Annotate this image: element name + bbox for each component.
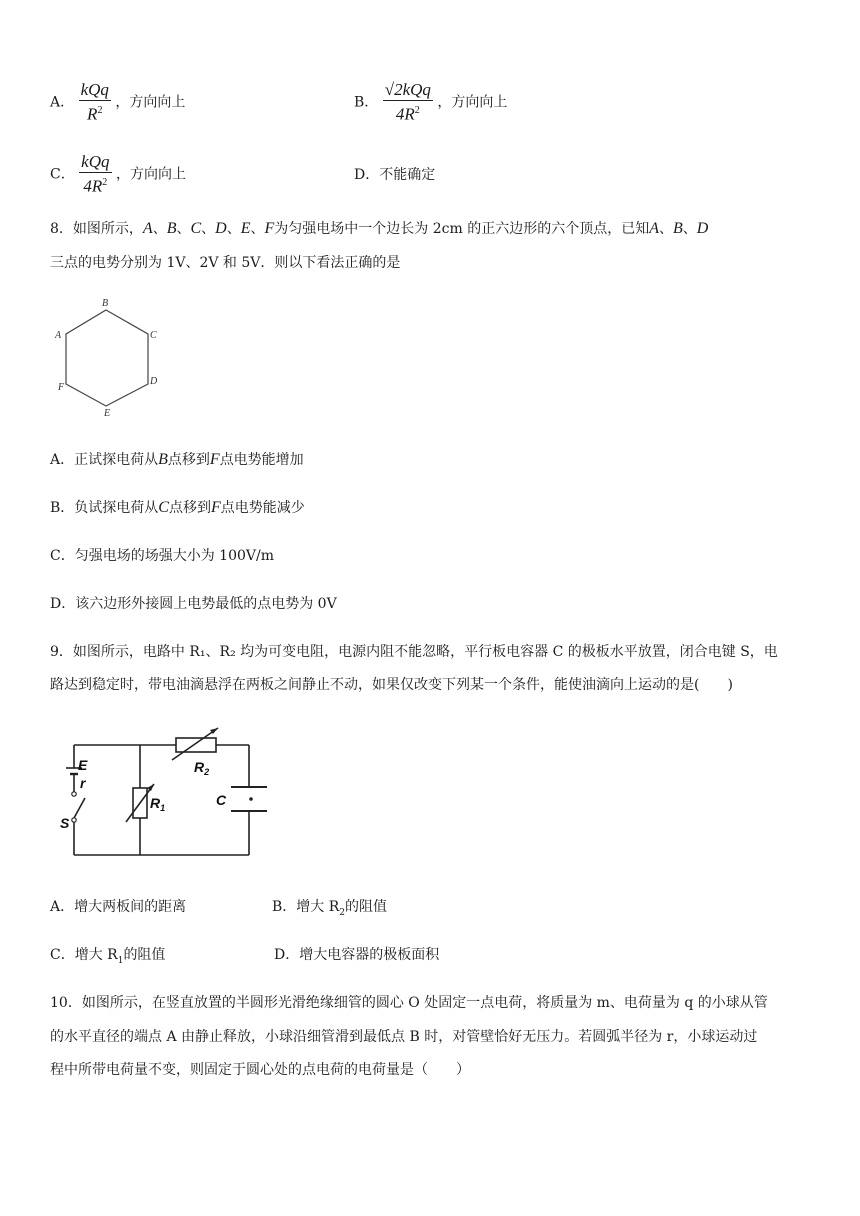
- circuit-figure: [56, 710, 280, 860]
- q9-option-c[interactable]: C．增大 $R_1$的阻值: [50, 947, 166, 966]
- hexagon-figure: [50, 296, 170, 420]
- q8-option-d[interactable]: D．该六边形外接圆上电势最低的点电势为 0V: [50, 596, 337, 612]
- q9-stem-line2: 路达到稳定时，带电油滴悬浮在两板之间静止不动，如果仅改变下列某一个条件，能使油滴向上运动的是( ): [50, 677, 733, 693]
- label-r2: $R_2$: [194, 759, 210, 777]
- q7-option-a-fraction: $\frac{\text{kQq}}{R^2}$: [80, 80, 109, 124]
- q7-option-b-fraction: $\frac{\text{√2kQq}}{4R^2}$: [384, 80, 431, 124]
- q8-option-c[interactable]: C．匀强电场的场强大小为 100V/m: [50, 548, 274, 564]
- q8-stem-line1: 8．如图所示，A、B、C、D、E、F为匀强电场中一个边长为 2cm 的正六边形的六个顶点，已知A、B、D: [50, 220, 709, 237]
- r2-variable-arrow: [172, 728, 218, 760]
- q7-option-c-fraction: $\frac{\text{kQq}}{4R^2}$: [81, 152, 110, 196]
- hexagon-label-f: F: [58, 382, 65, 393]
- switch-blade: [74, 798, 85, 818]
- q7-option-a[interactable]: A． $\frac{\text{kQq}}{R^2}$ ，方向向上: [50, 80, 186, 124]
- r1-arrow-head: [147, 784, 154, 791]
- q10-stem-line1: 10．如图所示，在竖直放置的半圆形光滑绝缘细管的圆心 O 处固定一点电荷，将质量为 m、电荷量为 q 的小球从管: [50, 995, 768, 1011]
- q10-stem-line3: 程中所带电荷量不变，则固定于圆心处的点电荷的电荷量是（ ）: [50, 1062, 470, 1078]
- q8-option-a[interactable]: A．正试探电荷从B点移到F点电势能增加: [50, 451, 304, 468]
- q9-stem-line1: 9．如图所示，电路中 R₁、R₂ 均为可变电阻，电源内阻不能忽略，平行板电容器 C 的极板水平放置，闭合电键 S，电: [50, 644, 778, 660]
- hexagon-label-b: B: [102, 298, 109, 309]
- hexagon-shape: [66, 310, 148, 406]
- hexagon-label-c: C: [150, 330, 157, 341]
- q10-stem-line2: 的水平直径的端点 A 由静止释放，小球沿细管滑到最低点 B 时，对管壁恰好无压力。若圆弧半径为 r，小球运动过: [50, 1029, 758, 1045]
- label-e: E: [78, 757, 88, 773]
- q8-stem-line2: 三点的电势分别为 1V、2V 和 5V．则以下看法正确的是: [50, 255, 401, 271]
- q9-option-a[interactable]: A．增大两板间的距离: [50, 899, 187, 915]
- hexagon-label-e: E: [104, 408, 111, 419]
- oil-droplet: [249, 797, 253, 801]
- q9-option-b[interactable]: B．增大 $R_2$的阻值: [272, 899, 388, 918]
- q9-option-d[interactable]: D．增大电容器的极板面积: [274, 947, 440, 963]
- switch-bottom-terminal: [72, 818, 76, 822]
- q7-option-c[interactable]: C． $\frac{\text{kQq}}{4R^2}$ ，方向向上: [50, 152, 186, 196]
- hexagon-label-a: A: [55, 330, 62, 341]
- label-c: C: [216, 792, 227, 808]
- hexagon-label-d: D: [150, 376, 158, 387]
- label-r: r: [80, 775, 86, 791]
- q7-option-d[interactable]: D．不能确定: [354, 167, 436, 183]
- switch-top-terminal: [72, 792, 76, 796]
- label-r1: $R_1$: [150, 795, 166, 813]
- q8-option-b[interactable]: B．负试探电荷从C点移到F点电势能减少: [50, 499, 305, 516]
- label-s: S: [60, 815, 70, 831]
- q7-option-b[interactable]: B． $\frac{\text{√2kQq}}{4R^2}$ ，方向向上: [354, 80, 508, 124]
- resistor-r2: [176, 738, 216, 752]
